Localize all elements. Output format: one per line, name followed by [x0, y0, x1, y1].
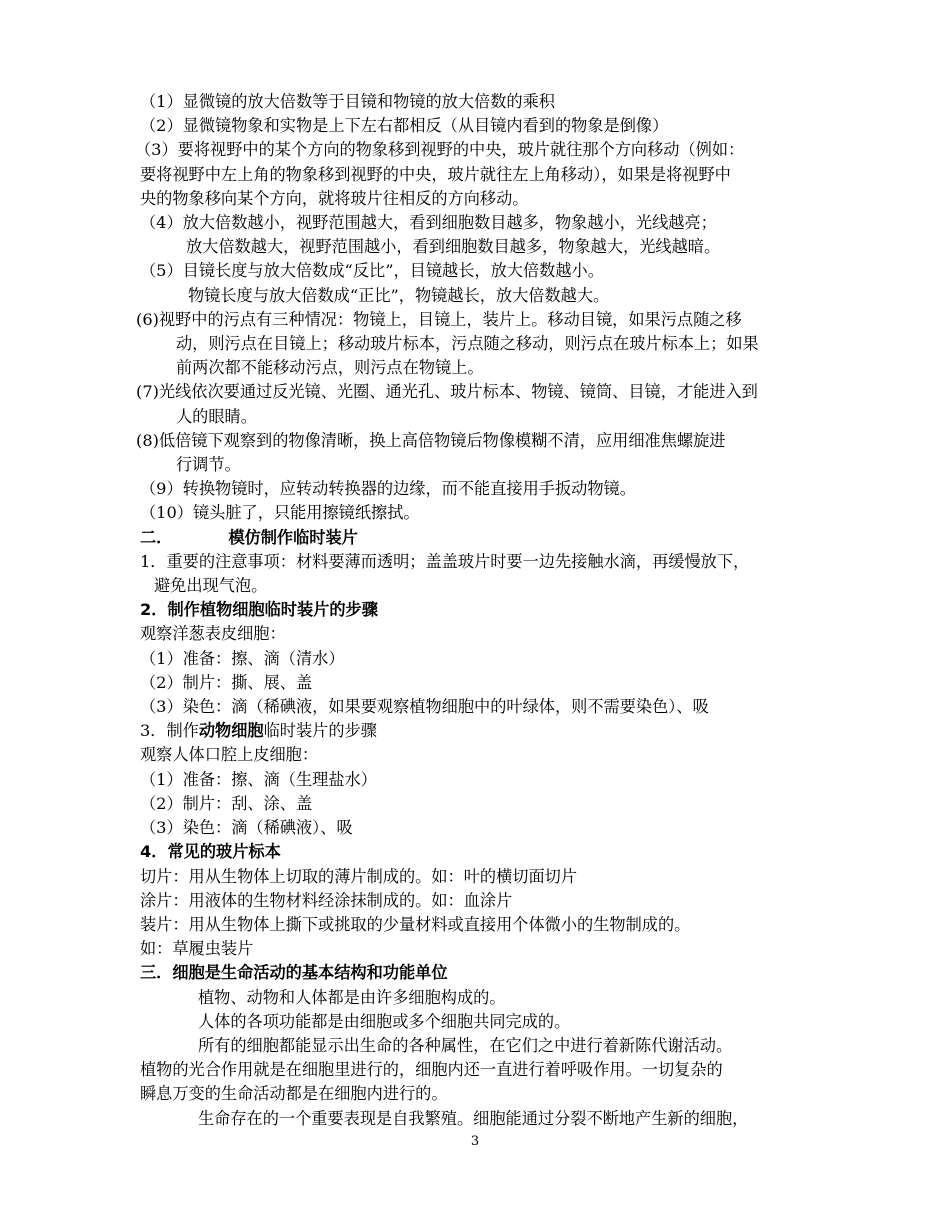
text-line: 涂片：用液体的生物材料经涂抹制成的。如：血涂片 — [140, 890, 513, 910]
text-line: （2）制片：刮、涂、盖 — [140, 793, 313, 813]
text-line: （2）显微镜物象和实物是上下左右都相反（从目镜内看到的物象是倒像） — [140, 116, 669, 136]
text-line: 1．重要的注意事项：材料要薄而透明；盖盖玻片时要一边先接触水滴，再缓慢放下， — [140, 551, 750, 571]
text-line: （9）转换物镜时，应转动转换器的边缘，而不能直接用手扳动物镜。 — [140, 479, 636, 499]
page-number: 3 — [470, 1134, 480, 1149]
text-line: （3）染色：滴（稀碘液）、吸 — [140, 818, 353, 838]
section-title: 模仿制作临时装片 — [228, 527, 358, 547]
heading-prefix: 3．制作 — [140, 721, 199, 741]
section-number: 二． — [140, 527, 173, 547]
text-line: （4）放大倍数越小，视野范围越大，看到细胞数目越多，物象越小，光线越亮； — [140, 213, 717, 233]
text-line: （5）目镜长度与放大倍数成“反比”，目镜越长，放大倍数越小。 — [140, 261, 604, 281]
text-line: (6)视野中的污点有三种情况：物镜上，目镜上，装片上。移动目镜，如果污点随之移 — [136, 309, 742, 329]
text-line: 所有的细胞都能显示出生命的各种属性，在它们之中进行着新陈代谢活动。 — [198, 1035, 733, 1055]
section-heading: 三．细胞是生命活动的基本结构和功能单位 — [140, 963, 448, 983]
text-line: 避免出现气泡。 — [154, 576, 268, 596]
text-line: (8)低倍镜下观察到的物像清晰，换上高倍物镜后物像模糊不清，应用细准焦螺旋进 — [136, 430, 726, 450]
text-line: （1）显微镜的放大倍数等于目镜和物镜的放大倍数的乘积 — [140, 92, 555, 111]
text-line: 生命存在的一个重要表现是自我繁殖。细胞能通过分裂不断地产生新的细胞， — [198, 1108, 749, 1128]
text-line: 放大倍数越大，视野范围越小，看到细胞数目越多，物象越大，光线越暗。 — [186, 237, 721, 257]
text-line: 要将视野中左上角的物象移到视野的中央，玻片就往左上角移动），如果是将视野中 — [140, 164, 731, 184]
text-line: （3）染色：滴（稀碘液，如果要观察植物细胞中的叶绿体，则不需要染色）、吸 — [140, 697, 709, 717]
heading-suffix: 临时装片的步骤 — [263, 721, 377, 741]
text-line: (7)光线依次要通过反光镜、光圈、通光孔、玻片标本、物镜、镜筒、目镜，才能进入到 — [136, 382, 758, 402]
text-line: （3）要将视野中的某个方向的物象移到视野的中央，玻片就往那个方向移动（例如： — [135, 140, 745, 160]
text-line: 瞬息万变的生命活动都是在细胞内进行的。 — [140, 1084, 448, 1104]
text-line: 人体的各项功能都是由细胞或多个细胞共同完成的。 — [198, 1011, 571, 1031]
subsection-heading — [140, 719, 815, 743]
text-line: （1）准备：擦、滴（清水） — [140, 648, 345, 668]
text-line: 行调节。 — [176, 455, 241, 475]
text-line: 物镜长度与放大倍数成“正比”，物镜越长，放大倍数越大。 — [188, 285, 610, 305]
text-line: 观察人体口腔上皮细胞： — [140, 745, 319, 765]
text-line: 装片：用从生物体上撕下或挑取的少量材料或直接用个体微小的生物制成的。 — [140, 914, 691, 934]
text-line: 动，则污点在目镜上；移动玻片标本，污点随之移动，则污点在玻片标本上；如果 — [176, 334, 759, 354]
text-line: 植物、动物和人体都是由许多细胞构成的。 — [198, 987, 506, 1007]
document-body — [135, 90, 815, 1131]
subsection-heading: 2．制作植物细胞临时装片的步骤 — [140, 600, 378, 620]
text-line: （1）准备：擦、滴（生理盐水） — [140, 769, 377, 789]
text-line: 切片：用从生物体上切取的薄片制成的。如：叶的横切面切片 — [140, 866, 578, 886]
text-line: 如：草履虫装片 — [140, 939, 254, 959]
text-line: 前两次都不能移动污点，则污点在物镜上。 — [176, 358, 484, 378]
text-line: （10）镜头脏了，只能用擦镜纸擦拭。 — [140, 503, 420, 523]
text-line: 人的眼睛。 — [176, 406, 257, 426]
text-line: 植物的光合作用就是在细胞里进行的，细胞内还一直进行着呼吸作用。一切复杂的 — [140, 1060, 723, 1080]
subsection-heading: 4．常见的玻片标本 — [140, 842, 281, 862]
text-line: 观察洋葱表皮细胞： — [140, 624, 286, 644]
heading-emphasis: 动物细胞 — [198, 721, 264, 741]
section-heading — [140, 526, 815, 550]
text-line: （2）制片：撕、展、盖 — [140, 672, 313, 692]
text-line: 央的物象移向某个方向，就将玻片往相反的方向移动。 — [140, 188, 529, 208]
